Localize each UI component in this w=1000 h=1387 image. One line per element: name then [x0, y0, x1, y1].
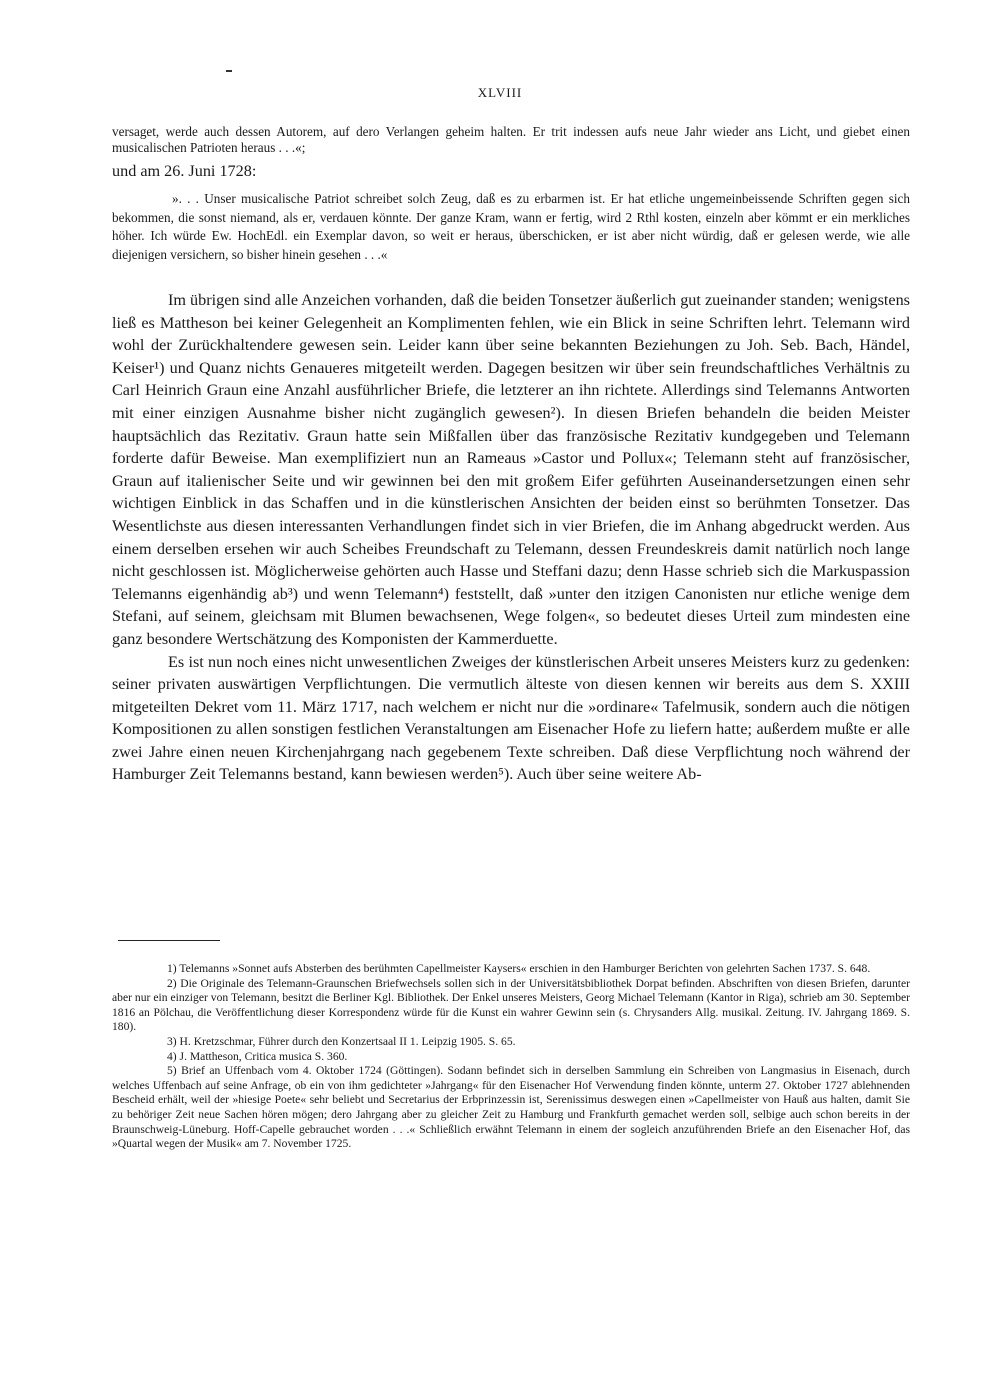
intro-date-line: und am 26. Juni 1728: — [112, 162, 257, 180]
letter-quote — [112, 190, 910, 264]
body-paragraph-2: Es ist nun noch eines nicht unwesentlichen Zweiges der künstlerischen Arbeit unseres Meisters kurz zu gedenken: seiner privaten auswärtigen Verpflichtungen. Die vermutlich älteste von diesen kennen wir bereits aus dem S. XXIII mitgeteilten Dekret vom 11. März 1717, nach welchem er nicht nur die »ordinare« Tafelmusik, sondern auch die nötigen Kompositionen zu allen sonstigen festlichen Veranstaltungen am Eisenacher Hofe zu liefern hatte; außerdem mußte er alle zwei Jahre einen neuen Kirchenjahrgang nach gegebenem Texte schreiben. Daß diese Verpflichtung noch während der Hamburger Zeit Telemanns bestand, kann bewiesen werden⁵). Auch über seine weitere Ab- — [112, 652, 910, 784]
footnote-5: 5) Brief an Uffenbach vom 4. Oktober 1724 (Göttingen). Sodann befindet sich in derselben Sammlung ein Schreiben von Langmasius in Eisenach, durch welches Uffenbach auf seine Anfrage, ob ein von ihm gedichteter »Jahrgang« für den Eisenacher Hof Verwendung finden könnte, unterm 27. Oktober 1727 ablehnenden Bescheid erhält, weil der »hiesige Poete« sehr beliebt und Secretarius der Erbprinzessin ist, Serenissimus deswegen einen »Capellmeister von Hauß aus halten, damit Sie zu behöriger Zeit neue Sachen hören mögen; dero Jahrgang aber zu gleicher Zeit zu Hamburg und Frankfurth gemachet werden soll, selbige auch schon bereits in der Braunschweig-Lüneburg. Hoff-Capelle gebrauchet worden . . .« Schließlich erwähnt Telemann in einem der sogleich anzuführenden Briefe an den Eisenacher Hof, das »Quartal wegen der Musik« am 7. November 1725. — [112, 1064, 910, 1151]
footnote-1: 1) Telemanns »Sonnet aufs Absterben des berühmten Capellmeister Kaysers« erschien in den Hamburger Berichten von gelehrten Sachen 1737. S. 648. — [167, 962, 871, 975]
main-text — [112, 289, 910, 786]
footnote-2: 2) Die Originale des Telemann-Graunschen Briefwechsels sollen sich in der Universitätsbibliothek Dorpat befinden. Abschriften von diesen Briefen, darunter aber nur ein einziger von Telemann, besitzt die Berliner Kgl. Bibliothek. Der Enkel unseres Meisters, Georg Michael Telemann (Kantor in Riga), schrieb am 30. September 1816 an Pölchau, die Veröffentlichung dieser Korrespondenz würde für die Kunst ein wahrer Gewinn sein (s. Chrysanders Allg. musikal. Zeitung. IV. Jahrgang 1869. S. 180). — [112, 976, 910, 1034]
footnote-4: 4) J. Mattheson, Critica musica S. 360. — [167, 1049, 348, 1063]
body-paragraph-1: Im übrigen sind alle Anzeichen vorhanden, daß die beiden Tonsetzer äußerlich gut zueinander standen; wenigstens ließ es Mattheson bei keiner Gelegenheit an Komplimenten fehlen, wie ein Blick in seine Schriften lehrt. Telemann wird wohl der Zurückhaltendere gewesen sein. Leider kann über seine bekannten Beziehungen zu Joh. Seb. Bach, Händel, Keiser¹) und Quanz nichts Genaueres mitgeteilt werden. Dagegen besitzen wir über sein freundschaftliches Verhältnis zu Carl Heinrich Graun eine Anzahl ausführlicher Briefe, die letzterer an ihn richtete. Allerdings sind Telemanns Antworten mit einer einzigen Ausnahme bisher nicht zugänglich gewesen²). In diesen Briefen behandeln die beiden Meister hauptsächlich das Rezitativ. Graun hatte sein Mißfallen über das französische Rezitativ kundgegeben und Telemann forderte dafür Beweise. Man exemplifiziert nun an Rameaus »Castor und Pollux«; Telemann steht auf französischer, Graun auf italienischer Seite und wir gewinnen bei den mit großem Eifer geführten Auseinandersetzungen einen sehr wichtigen Einblick in das Schaffen und in die künstlerischen Ansichten der beiden einst so berühmten Tonsetzer. Das Wesentlichste aus diesen interessanten Verhandlungen findet sich in vier Briefen, die im Anhang abgedruckt werden. Aus einem derselben ersehen wir auch Scheibes Freundschaft zu Telemann, dessen Freundeskreis damit natürlich noch lange nicht geschlossen ist. Möglicherweise gehörten auch Hasse und Steffani dazu; denn Hasse schrieb sich die Markuspassion Telemanns eigenhändig ab³) und wenn Telemann⁴) feststellt, daß »unter den itzigen Canonisten nur etliche wenige dem Stefani, auf seinem, gleichsam mit Blumen bewachsenen, Wege folgen«, so bedeutet dieses Urteil zum mindesten eine ganz besondere Wertschätzung des Komponisten der Kammerduette. — [112, 291, 910, 648]
footnotes — [112, 962, 910, 1152]
footnote-3: 3) H. Kretzschmar, Führer durch den Konzertsaal II 1. Leipzig 1905. S. 65. — [167, 1034, 516, 1048]
quote-paragraph: ». . . Unser musicalische Patriot schreibet solch Zeug, daß es zu erbarmen ist. Er hat etliche ungemeinbeissende Schriften gegen sich bekommen, die sonst niemand, als er, verdauen könnte. Der ganze Kram, wann er fertig, wird 2 Rthl kosten, einzeln aber kömmt er ein merkliches höher. Ich würde Ew. HochEdl. ein Exemplar davon, so weit er heraus, überschicken, er ist aber nicht würdig, daß er gelesen werde, wie alle diejenigen versichern, so bisher hinein gesehen . . .« — [112, 191, 910, 262]
stray-mark — [226, 70, 232, 72]
footnote-rule — [118, 940, 220, 941]
page-number: XLVIII — [477, 85, 523, 100]
intro-quote-end: versaget, werde auch dessen Autorem, auf dero Verlangen geheim halten. Er trit indessen aufs neue Jahr wieder ans Licht, und giebet einen musicalischen Patrioten heraus . . .«; — [112, 124, 910, 155]
